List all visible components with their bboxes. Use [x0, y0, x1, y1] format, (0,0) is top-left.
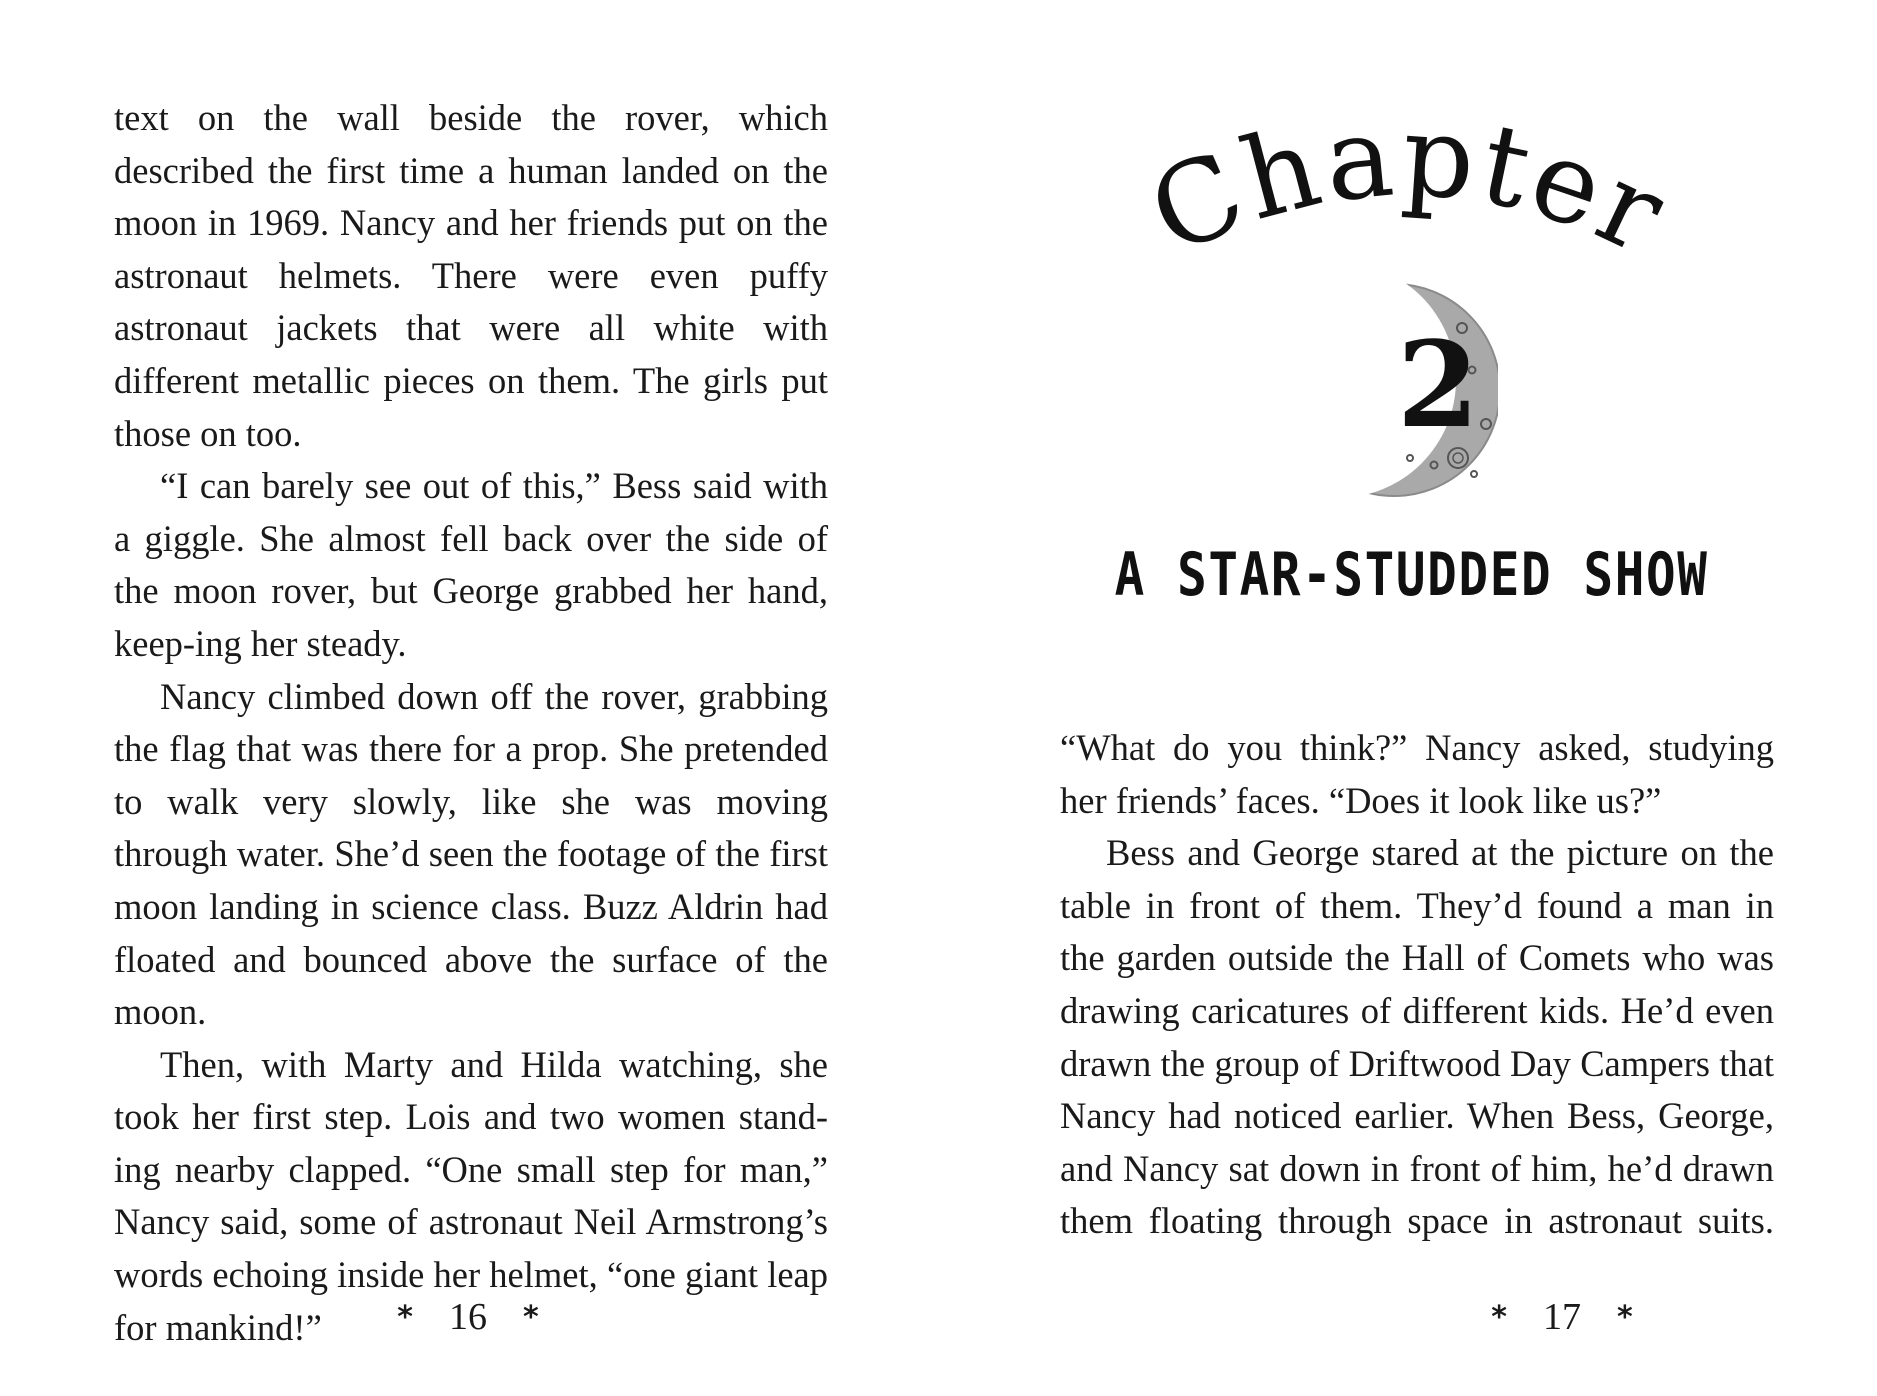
- chapter-title: A STAR-STUDDED SHOW: [1114, 540, 1709, 610]
- star-ornament-icon: *: [1491, 1300, 1507, 1336]
- star-ornament-icon: *: [523, 1300, 539, 1336]
- page-number: 16: [449, 1296, 487, 1338]
- star-ornament-icon: *: [1617, 1300, 1633, 1336]
- paragraph: Bess and George stared at the picture on the table in front of them. They’d found a man in the garden outside the Hall of Comets who was drawing caricatures of different kids. He’d even drawn the group of Driftwood Day Campers that Nancy had noticed earlier. When Bess, George, and Nancy sat down in front of him, he’d drawn them floating through space in astronaut suits.: [1060, 832, 1774, 1242]
- right-page-body: [1060, 722, 1774, 1248]
- paragraph: Then, with Marty and Hilda watching, she took her first step. Lois and two women stand-ing nearby clapped. “One small step for man,” Nancy said, some of astronaut Neil Armstrong’s words echoing inside her helmet, “one giant leap for mankind!”: [114, 1043, 828, 1348]
- chapter-number: 2: [1396, 315, 1480, 454]
- right-page: [938, 0, 1877, 1396]
- left-page: [0, 0, 938, 1396]
- star-ornament-icon: *: [397, 1300, 413, 1336]
- page-number-footer: [318, 1292, 618, 1345]
- paragraph: Nancy climbed down off the rover, grabbing the flag that was there for a prop. She pretended to walk very slowly, like she was moving through water. She’d seen the footage of the first moon landing in science class. Buzz Aldrin had floated and bounced above the surface of the moon.: [114, 675, 828, 1033]
- page-number-footer: [1412, 1292, 1712, 1345]
- left-page-body: [114, 92, 828, 1354]
- paragraph: “What do you think?” Nancy asked, studying her friends’ faces. “Does it look like us?”: [1060, 727, 1774, 821]
- page-number: 17: [1543, 1296, 1581, 1338]
- paragraph: text on the wall beside the rover, which described the first time a human landed on the moon in 1969. Nancy and her friends put on the astronaut helmets. There were even puffy astronaut jackets that were all white with different metallic pieces on them. The girls put those on too.: [114, 97, 828, 454]
- paragraph: “I can barely see out of this,” Bess said with a giggle. She almost fell back over the side of the moon rover, but George grabbed her hand, keep-ing her steady.: [114, 465, 828, 664]
- chapter-word: Chapter: [1131, 100, 1687, 281]
- svg-text:Chapter: [1132, 100, 1687, 281]
